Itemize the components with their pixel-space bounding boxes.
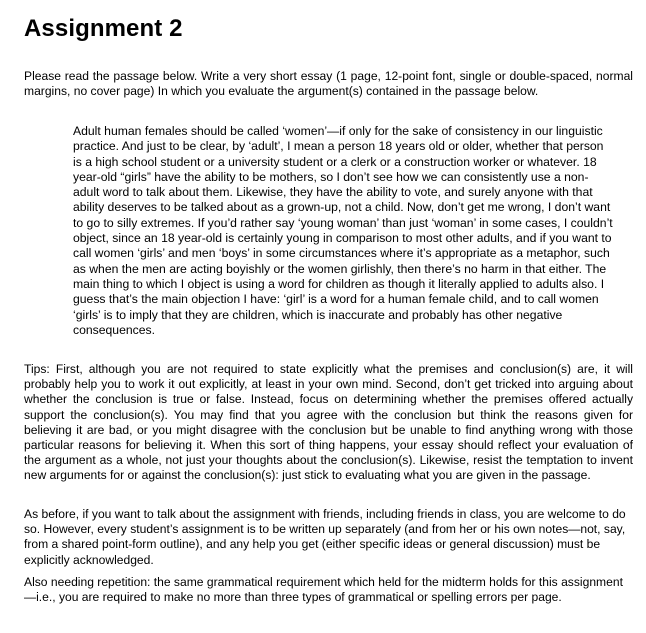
page-title: Assignment 2 (24, 15, 183, 42)
tips-paragraph: Tips: First, although you are not required to state explicitly what the premises and conclusion(s) are, it will probably help you to work it out explicitly, at least in your own mind. Second, don’t get tricked into arguing about whether the conclusion is true or false. Instead, focus on determining whether the premises offered actually support the conclusion(s). You may find that you agree with the conclusion but think the reasons given for believing it are bad, or you might disagree with the conclusion but be unable to find anything wrong with those particular reasons for believing it. When this sort of thing happens, your essay should reflect your evaluation of the argument as a whole, not just your thoughts about the conclusion(s). Likewise, resist the temptation to invent new arguments for or against the conclusion(s): just stick to evaluating what you are given in the passage. (24, 362, 633, 483)
collaboration-paragraph: As before, if you want to talk about the assignment with friends, including friends in class, you are welcome to do so. However, every student’s assignment is to be written up separately (and from her or his own notes—not, say, from a shared point-form outline), and any help you get (either specific ideas or general discussion) must be explicitly acknowledged. (24, 507, 626, 567)
instructions-paragraph: Please read the passage below. Write a very short essay (1 page, 12-point font, single or double-spaced, normal margins, no cover page) In which you evaluate the argument(s) contained in the passage below. (24, 69, 633, 99)
argument-passage: Adult human females should be called ‘women’—if only for the sake of consistency in our linguistic practice. And just to be clear, by ‘adult’, I mean a person 18 years old or older, whether that person is a high school student or a university student or a clerk or a construction worker or whatever. 18 year-old “girls” have the ability to be mothers, so I don’t see how we can consistently use a non-adult word to talk about them. Likewise, they have the ability to vote, and surely anyone with that ability deserves to be talked about as a grown-up, not a child. Now, don’t get me wrong, I don’t want to go to silly extremes. If you’d rather say ‘young woman’ than just ‘woman’ in some cases, I couldn’t object, since an 18 year-old is certainly young in comparison to most other adults, and if you want to call women ‘girls’ and men ‘boys’ in some circumstances where it’s appropriate as a metaphor, such as when the men are acting boyishly or the women girlishly, then there’s no harm in that either. The main thing to which I object is using a word for children as though it literally applied to adults also. I guess that’s the main objection I have: ‘girl’ is a word for a human female child, and to call women ‘girls’ is to imply that they are children, which is inaccurate and probably has other negative consequences. (73, 124, 613, 337)
grammar-requirement-paragraph: Also needing repetition: the same grammatical requirement which held for the midterm holds for this assignment—i.e., you are required to make no more than three types of grammatical or spelling errors per page. (24, 575, 623, 605)
